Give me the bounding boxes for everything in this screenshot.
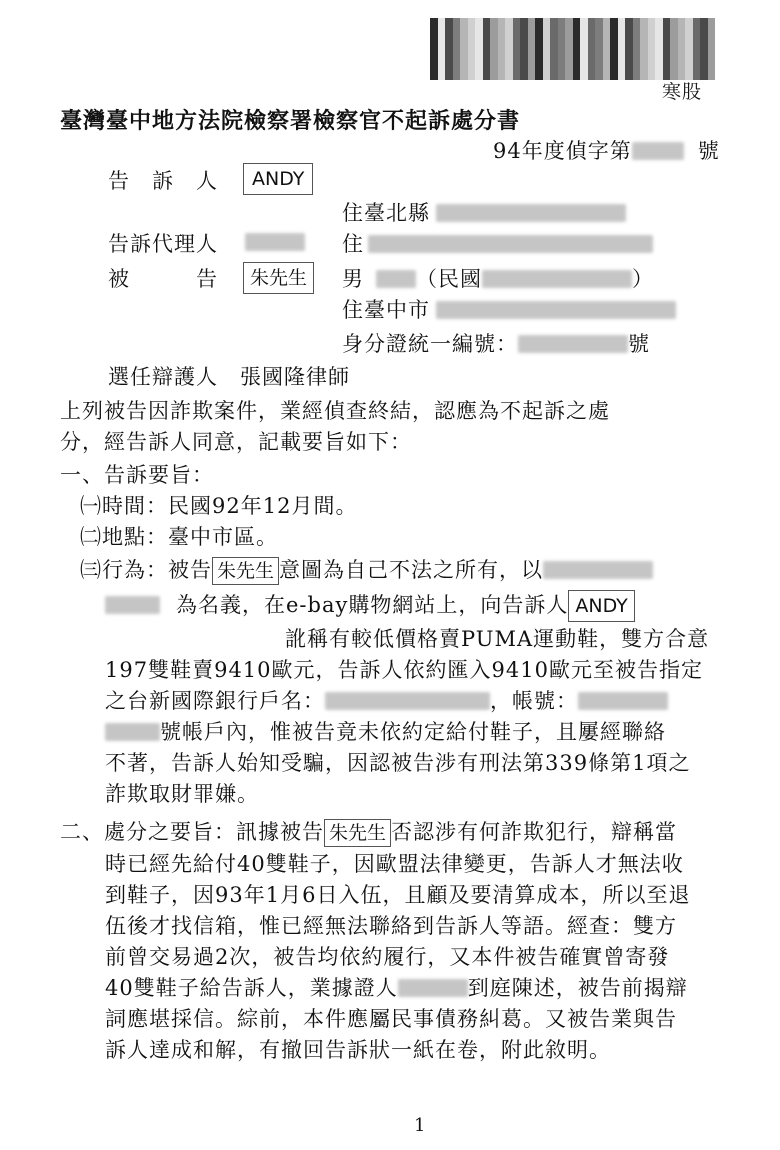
section-2-line-5: 前曾交易過2次，被告均依約履行，又本件被告確實曾寄發 bbox=[105, 945, 670, 969]
redacted-name bbox=[105, 596, 160, 614]
redacted-account-name bbox=[325, 692, 490, 710]
redacted-witness-name bbox=[398, 979, 468, 997]
complainant-name-box: ANDY bbox=[243, 163, 313, 195]
redacted-account-number bbox=[105, 723, 160, 741]
section-2-line-6: 40雙鞋子給告訴人，業據證人 到庭陳述，被告前揭辯 bbox=[105, 976, 688, 1000]
defendant-id: 身分證統一編號： 號 bbox=[342, 332, 650, 356]
section-2-line-4: 伍後才找信箱，惟已經無法聯絡到告訴人等語。經查：雙方 bbox=[105, 914, 677, 938]
section-1-item-1: ㈠時間：民國92年12月間。 bbox=[80, 494, 358, 518]
section-2-heading: 二、處分之要旨：訊據被告 朱先生 否認涉有何詐欺犯行，辯稱當 bbox=[60, 818, 677, 847]
redacted-case-number bbox=[632, 142, 684, 160]
section-1-item-3-line-6: 號帳戶內，惟被告竟未依約定給付鞋子，且屢經聯絡 bbox=[105, 718, 666, 746]
complainant-name-box: ANDY bbox=[568, 590, 634, 622]
section-1-item-3-line-3: 訛稱有較低價格賣PUMA運動鞋，雙方合意 bbox=[285, 627, 710, 651]
agent-label: 告訴代理人 bbox=[108, 232, 218, 256]
case-number: 94年度偵字第 號 bbox=[493, 139, 720, 163]
section-1-heading: 一、告訴要旨： bbox=[60, 463, 214, 487]
office-tag: 寒股 bbox=[662, 81, 703, 103]
agent-address: 住 bbox=[342, 230, 653, 258]
section-2-line-3: 到鞋子，因93年1月6日入伍，且顧及要清算成本，所以至退 bbox=[105, 883, 691, 907]
section-1-item-3-line-8: 詐欺取財罪嫌。 bbox=[105, 782, 259, 806]
page-number: 1 bbox=[414, 1115, 426, 1136]
redacted-name bbox=[543, 561, 653, 579]
redacted-account-number bbox=[578, 692, 668, 710]
defense-counsel: 選任辯護人 張國隆律師 bbox=[108, 365, 350, 389]
section-1-item-3-line-2: 為名義，在e-bay購物網站上，向告訴人 ANDY bbox=[105, 590, 635, 622]
complainant-address: 住臺北縣 bbox=[342, 199, 626, 227]
redacted-barcode bbox=[430, 18, 715, 80]
defendant-name-box: 朱先生 bbox=[243, 262, 314, 294]
defendant-gender-birth: 男 （民國 ） bbox=[342, 267, 654, 291]
section-1-item-3-line-5: 之台新國際銀行戶名： ，帳號： bbox=[105, 687, 668, 715]
section-1-item-3: ㈢行為：被告 朱先生 意圖為自己不法之所有，以 bbox=[80, 556, 653, 585]
section-1-item-2: ㈡地點：臺中市區。 bbox=[80, 525, 278, 549]
section-2-line-7: 詞應堪採信。綜前，本件應屬民事債務糾葛。又被告業與告 bbox=[105, 1007, 677, 1031]
section-2-line-8: 訴人達成和解，有撤回告訴狀一紙在卷，附此敘明。 bbox=[105, 1038, 611, 1062]
redacted-birthdate bbox=[482, 270, 632, 288]
defendant-name-box: 朱先生 bbox=[212, 557, 279, 585]
intro-line-2: 分，經告訴人同意，記載要旨如下： bbox=[60, 430, 412, 454]
redacted-address bbox=[436, 204, 626, 222]
defendant-label: 被 告 bbox=[108, 267, 218, 291]
redacted-age bbox=[376, 270, 416, 288]
complainant-label: 告 訴 人 bbox=[108, 169, 218, 193]
section-2-line-2: 時已經先給付40雙鞋子，因歐盟法律變更，告訴人才無法收 bbox=[105, 852, 684, 876]
defendant-address: 住臺中市 bbox=[342, 296, 676, 324]
document-title: 臺灣臺中地方法院檢察署檢察官不起訴處分書 bbox=[60, 108, 521, 134]
redacted-address bbox=[368, 235, 653, 253]
redacted-agent-name bbox=[245, 233, 305, 251]
intro-line-1: 上列被告因詐欺案件，業經偵查終結，認應為不起訴之處 bbox=[60, 399, 610, 423]
section-1-item-3-line-7: 不著，告訴人始知受騙，因認被告涉有刑法第339條第1項之 bbox=[105, 751, 691, 775]
defendant-name-box: 朱先生 bbox=[324, 819, 391, 847]
section-1-item-3-line-4: 197雙鞋賣9410歐元，告訴人依約匯入9410歐元至被告指定 bbox=[105, 658, 703, 682]
redacted-id-number bbox=[518, 335, 628, 353]
redacted-address bbox=[436, 301, 676, 319]
